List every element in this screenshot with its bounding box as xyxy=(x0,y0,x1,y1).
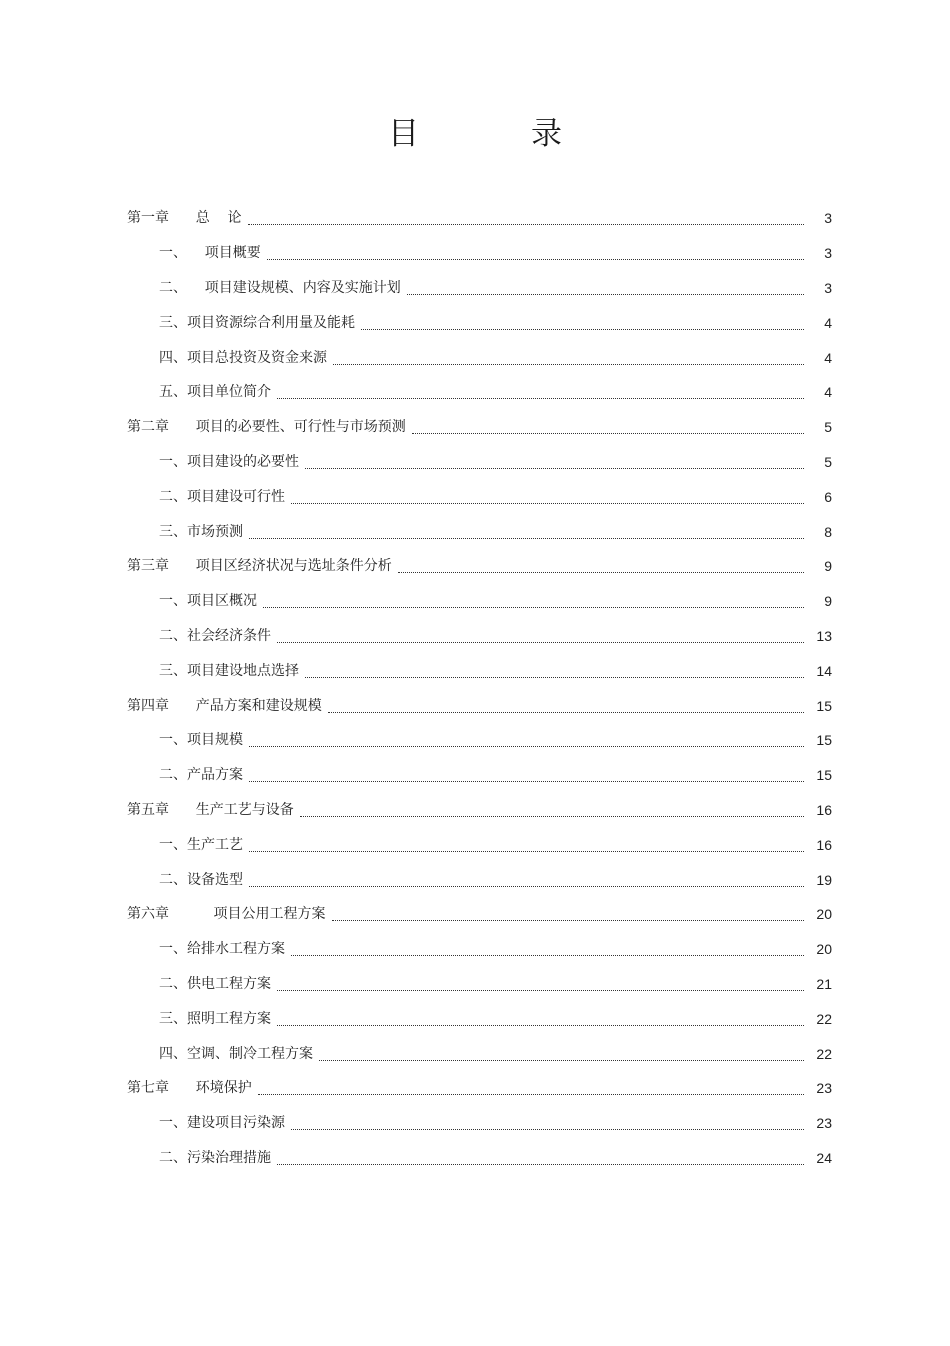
dot-leader xyxy=(263,606,804,608)
toc-section-entry[interactable] xyxy=(127,514,832,549)
dot-leader xyxy=(361,328,804,330)
toc-chapter-entry[interactable] xyxy=(127,201,832,236)
toc-entry-label: 二、 项目建设规模、内容及实施计划 xyxy=(159,279,401,296)
dot-leader xyxy=(412,432,804,434)
toc-entry-label: 第四章 产品方案和建设规模 xyxy=(127,697,322,714)
dot-leader xyxy=(249,537,804,539)
toc-page-number: 15 xyxy=(816,697,832,714)
toc-page-number: 5 xyxy=(824,453,832,470)
dot-leader xyxy=(328,711,804,713)
dot-leader xyxy=(291,954,804,956)
toc-entry-label: 五、项目单位简介 xyxy=(159,384,271,401)
dot-leader xyxy=(300,815,804,817)
toc-section-entry[interactable] xyxy=(127,758,832,793)
toc-section-entry[interactable] xyxy=(127,340,832,375)
dot-leader xyxy=(305,467,804,469)
toc-page-number: 8 xyxy=(824,523,832,540)
dot-leader xyxy=(305,676,804,678)
title-char-1: 目 xyxy=(388,116,419,152)
dot-leader xyxy=(291,1128,804,1130)
toc-section-entry[interactable] xyxy=(127,1036,832,1071)
toc-section-entry[interactable] xyxy=(127,445,832,480)
toc-entry-label: 一、项目区概况 xyxy=(159,593,257,610)
toc-entry-label: 二、社会经济条件 xyxy=(159,627,271,644)
toc-chapter-entry[interactable] xyxy=(127,1071,832,1106)
dot-leader xyxy=(248,223,804,225)
toc-chapter-entry[interactable] xyxy=(127,793,832,828)
toc-entry-label: 三、项目资源综合利用量及能耗 xyxy=(159,314,355,331)
toc-page-number: 22 xyxy=(816,1045,832,1062)
toc-entry-label: 二、项目建设可行性 xyxy=(159,488,285,505)
dot-leader xyxy=(249,745,804,747)
title-char-2: 录 xyxy=(531,116,562,152)
toc-entry-label: 三、照明工程方案 xyxy=(159,1010,271,1027)
toc-entry-label: 二、供电工程方案 xyxy=(159,975,271,992)
toc-page-number: 6 xyxy=(824,488,832,505)
toc-page-number: 20 xyxy=(816,941,832,958)
dot-leader xyxy=(267,258,804,260)
toc-page-number: 14 xyxy=(816,662,832,679)
toc-page-number: 23 xyxy=(816,1080,832,1097)
dot-leader xyxy=(277,641,804,643)
toc-entry-label: 一、项目规模 xyxy=(159,732,243,749)
toc-section-entry[interactable] xyxy=(127,1106,832,1141)
toc-section-entry[interactable] xyxy=(127,1141,832,1176)
toc-section-entry[interactable] xyxy=(127,827,832,862)
toc-page-number: 3 xyxy=(824,245,832,262)
toc-section-entry[interactable] xyxy=(127,862,832,897)
toc-section-entry[interactable] xyxy=(127,236,832,271)
toc-section-entry[interactable] xyxy=(127,1001,832,1036)
toc-section-entry[interactable] xyxy=(127,967,832,1002)
table-of-contents xyxy=(127,201,832,1175)
toc-entry-label: 一、给排水工程方案 xyxy=(159,941,285,958)
toc-entry-label: 第六章 项目公用工程方案 xyxy=(127,906,326,923)
dot-leader xyxy=(398,571,804,573)
toc-page-number: 4 xyxy=(824,349,832,366)
toc-entry-label: 二、设备选型 xyxy=(159,871,243,888)
dot-leader xyxy=(333,363,804,365)
toc-entry-label: 一、建设项目污染源 xyxy=(159,1115,285,1132)
toc-page-number: 5 xyxy=(824,419,832,436)
toc-entry-label: 二、产品方案 xyxy=(159,767,243,784)
dot-leader xyxy=(407,293,804,295)
toc-entry-label: 第七章 环境保护 xyxy=(127,1080,252,1097)
toc-page-number: 9 xyxy=(824,558,832,575)
toc-section-entry[interactable] xyxy=(127,271,832,306)
toc-page-number: 13 xyxy=(816,627,832,644)
toc-section-entry[interactable] xyxy=(127,584,832,619)
toc-page-number: 15 xyxy=(816,767,832,784)
toc-entry-label: 一、 项目概要 xyxy=(159,245,261,262)
toc-section-entry[interactable] xyxy=(127,479,832,514)
toc-entry-label: 一、生产工艺 xyxy=(159,836,243,853)
toc-entry-label: 一、项目建设的必要性 xyxy=(159,453,299,470)
toc-section-entry[interactable] xyxy=(127,619,832,654)
toc-entry-label: 第五章 生产工艺与设备 xyxy=(127,801,294,818)
toc-page-number: 22 xyxy=(816,1010,832,1027)
dot-leader xyxy=(249,850,804,852)
dot-leader xyxy=(249,780,804,782)
toc-page-number: 16 xyxy=(816,836,832,853)
toc-page-number: 3 xyxy=(824,279,832,296)
toc-section-entry[interactable] xyxy=(127,653,832,688)
dot-leader xyxy=(277,989,804,991)
toc-entry-label: 三、项目建设地点选择 xyxy=(159,662,299,679)
toc-page-number: 23 xyxy=(816,1115,832,1132)
toc-page-number: 4 xyxy=(824,314,832,331)
toc-chapter-entry[interactable] xyxy=(127,410,832,445)
toc-page-number: 16 xyxy=(816,801,832,818)
toc-page-number: 19 xyxy=(816,871,832,888)
toc-chapter-entry[interactable] xyxy=(127,897,832,932)
dot-leader xyxy=(277,1163,804,1165)
dot-leader xyxy=(277,397,804,399)
toc-page-number: 24 xyxy=(816,1149,832,1166)
toc-section-entry[interactable] xyxy=(127,375,832,410)
dot-leader xyxy=(277,1024,804,1026)
toc-page-number: 9 xyxy=(824,593,832,610)
toc-section-entry[interactable] xyxy=(127,305,832,340)
toc-page-number: 21 xyxy=(816,975,832,992)
dot-leader xyxy=(291,502,804,504)
toc-entry-label: 二、污染治理措施 xyxy=(159,1149,271,1166)
toc-entry-label: 第三章 项目区经济状况与选址条件分析 xyxy=(127,558,392,575)
toc-entry-label: 三、市场预测 xyxy=(159,523,243,540)
toc-section-entry[interactable] xyxy=(127,723,832,758)
toc-entry-label: 第一章 总 论 xyxy=(127,210,242,227)
toc-page-number: 3 xyxy=(824,210,832,227)
toc-chapter-entry[interactable] xyxy=(127,549,832,584)
toc-page-number: 15 xyxy=(816,732,832,749)
dot-leader xyxy=(319,1059,804,1061)
toc-entry-label: 四、项目总投资及资金来源 xyxy=(159,349,327,366)
dot-leader xyxy=(249,885,804,887)
toc-chapter-entry[interactable] xyxy=(127,688,832,723)
dot-leader xyxy=(258,1093,804,1095)
toc-page-number: 20 xyxy=(816,906,832,923)
dot-leader xyxy=(332,919,804,921)
toc-section-entry[interactable] xyxy=(127,932,832,967)
toc-entry-label: 四、空调、制冷工程方案 xyxy=(159,1045,313,1062)
toc-page-number: 4 xyxy=(824,384,832,401)
page-title xyxy=(0,112,950,156)
toc-entry-label: 第二章 项目的必要性、可行性与市场预测 xyxy=(127,419,406,436)
